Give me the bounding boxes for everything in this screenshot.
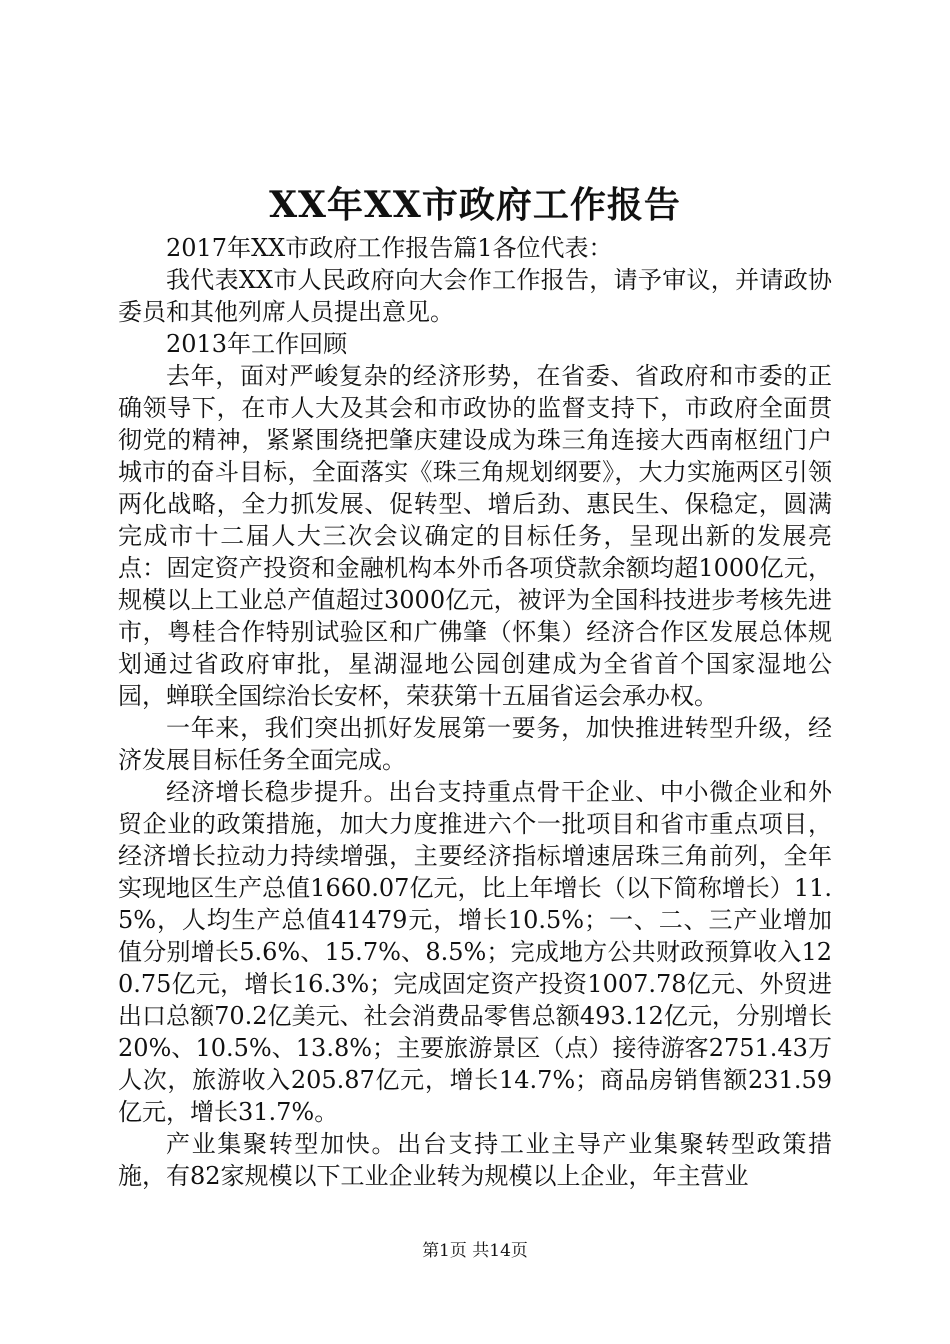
paragraph: 产业集聚转型加快。出台支持工业主导产业集聚转型政策措施，有82家规模以下工业企业转为规模以上企业，年主营业 (118, 1130, 832, 1190)
paragraph: 2017年XX市政府工作报告篇1各位代表： (166, 234, 613, 262)
page-number-footer: 第1页 共14页 (422, 1241, 528, 1261)
paragraph: 2013年工作回顾 (166, 330, 348, 358)
paragraph: 我代表XX市人民政府向大会作工作报告，请予审议，并请政协委员和其他列席人员提出意见。 (118, 266, 832, 326)
document-body (118, 232, 832, 1192)
paragraph: 经济增长稳步提升。出台支持重点骨干企业、中小微企业和外贸企业的政策措施，加大力度推进六个一批项目和省市重点项目，经济增长拉动力持续增强，主要经济指标增速居珠三角前列，全年实现地区生产总值1660.07亿元，比上年增长（以下简称增长）11.5%，人均生产总值41479元，增长10.5%；一、二、三产业增加值分别增长5.6%、15.7%、8.5%；完成地方公共财政预算收入120.75亿元，增长16.3%；完成固定资产投资1007.78亿元、外贸进出口总额70.2亿美元、社会消费品零售总额493.12亿元，分别增长20%、10.5%、13.8%；主要旅游景区（点）接待游客2751.43万人次，旅游收入205.87亿元，增长14.7%；商品房销售额231.59亿元，增长31.7%。 (118, 778, 832, 1126)
paragraph: 去年，面对严峻复杂的经济形势，在省委、省政府和市委的正确领导下，在市人大及其会和市政协的监督支持下，市政府全面贯彻党的精神，紧紧围绕把肇庆建设成为珠三角连接大西南枢纽门户城市的奋斗目标，全面落实《珠三角规划纲要》，大力实施两区引领两化战略，全力抓发展、促转型、增后劲、惠民生、保稳定，圆满完成市十二届人大三次会议确定的目标任务，呈现出新的发展亮点：固定资产投资和金融机构本外币各项贷款余额均超1000亿元，规模以上工业总产值超过3000亿元，被评为全国科技进步考核先进市，粤桂合作特别试验区和广佛肇（怀集）经济合作区发展总体规划通过省政府审批，星湖湿地公园创建成为全省首个国家湿地公园，蝉联全国综治长安杯，荣获第十五届省运会承办权。 (118, 362, 832, 710)
paragraph: 一年来，我们突出抓好发展第一要务，加快推进转型升级，经济发展目标任务全面完成。 (118, 714, 832, 774)
document-title: XX年XX市政府工作报告 (269, 184, 681, 226)
